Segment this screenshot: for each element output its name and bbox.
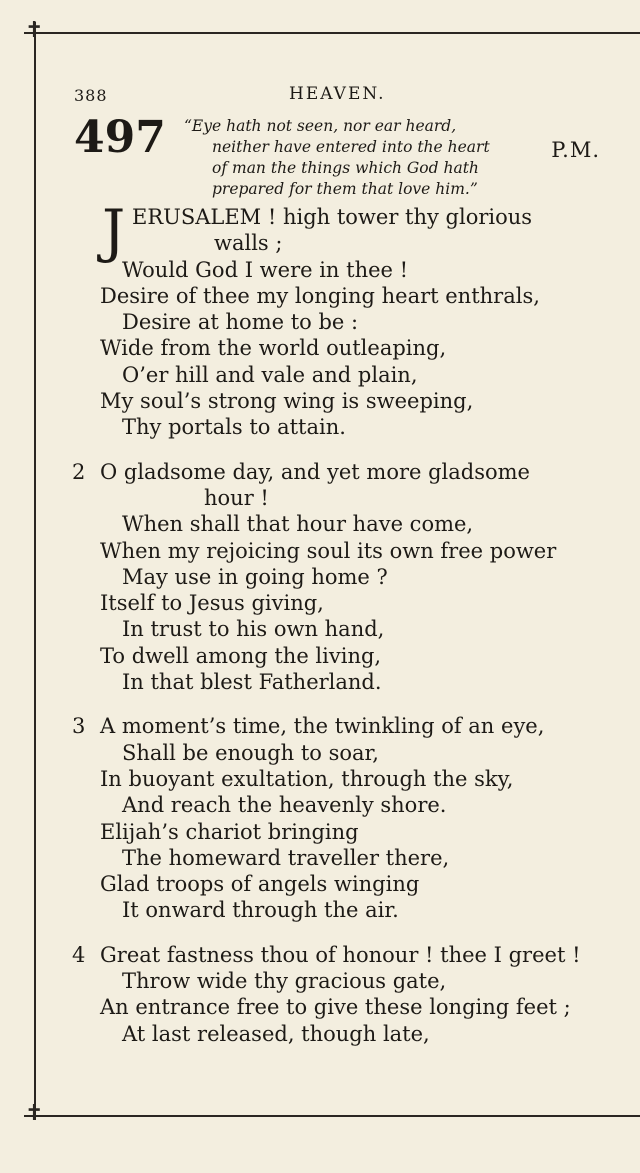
verse-line: Wide from the world outleaping, [100, 336, 447, 361]
hymn-heading [74, 112, 634, 204]
hymn-number: 497 [74, 112, 166, 163]
verse-line: Throw wide thy gracious gate, [122, 969, 447, 994]
verse-line: A moment’s time, the twinkling of an eye, [100, 714, 545, 739]
stanza-4 [74, 942, 634, 1047]
verse-line: In trust to his own hand, [122, 617, 385, 642]
page-number: 388 [74, 86, 108, 105]
verse-line: Desire at home to be : [122, 310, 359, 335]
verse-line: Shall be enough to soar, [122, 740, 379, 765]
verse-line: walls ; [214, 231, 283, 256]
verse-line: Great fastness thou of honour ! thee I greet ! [100, 942, 581, 967]
verse-line: O gladsome day, and yet more gladsome [100, 459, 530, 484]
meter-label: P.M. [551, 138, 600, 162]
stanza-2 [74, 459, 634, 696]
epigraph-line: “Eye hath not seen, nor ear heard, [184, 117, 457, 135]
left-margin-rule [34, 22, 36, 1120]
verse-line: When shall that hour have come, [122, 512, 474, 537]
scripture-epigraph [184, 116, 524, 200]
cross-ornament-icon: ✝ [25, 1101, 44, 1126]
epigraph-line: prepared for them that love him.” [212, 180, 478, 198]
drop-cap: J [102, 197, 126, 265]
epigraph-line: neither have entered into the heart [212, 138, 490, 156]
verse-line: It onward through the air. [122, 898, 399, 923]
verse-line: When my rejoicing soul its own free power [100, 538, 557, 563]
bottom-border-rule [24, 1115, 640, 1117]
verse-line: At last released, though late, [122, 1021, 430, 1046]
verse-line: An entrance free to give these longing feet ; [100, 995, 571, 1020]
stanza-3 [74, 713, 634, 923]
verse-line: May use in going home ? [122, 564, 388, 589]
stanza-1 [74, 197, 634, 441]
cross-ornament-icon: ✝ [25, 18, 44, 43]
verse-line: Elijah’s chariot bringing [100, 819, 359, 844]
verse-line: Would God I were in thee ! [122, 257, 409, 282]
verse-line: Thy portals to attain. [122, 415, 346, 440]
verse-line: My soul’s strong wing is sweeping, [100, 389, 474, 414]
verse-line: In buoyant exultation, through the sky, [100, 766, 514, 791]
epigraph-line: of man the things which God hath [212, 159, 479, 177]
top-border-rule [24, 32, 640, 34]
verse-line: Desire of thee my longing heart enthrals, [100, 283, 540, 308]
verse-line: In that blest Fatherland. [122, 670, 382, 695]
hymnal-page [74, 80, 634, 1065]
stanza-number: 4 [72, 942, 86, 967]
verse-line: ERUSALEM ! high tower thy glorious [132, 205, 533, 229]
verse-line: And reach the heavenly shore. [122, 793, 447, 818]
verse-line: Glad troops of angels winging [100, 872, 420, 897]
verse-line: Itself to Jesus giving, [100, 591, 324, 616]
stanza-number: 2 [72, 459, 86, 484]
verse-line: hour ! [204, 485, 269, 510]
running-title: HEAVEN. [289, 84, 386, 104]
verse-line: O’er hill and vale and plain, [122, 362, 418, 387]
verse-line: To dwell among the living, [100, 643, 382, 668]
verse-line: The homeward traveller there, [122, 845, 450, 870]
stanza-number: 3 [72, 714, 86, 739]
